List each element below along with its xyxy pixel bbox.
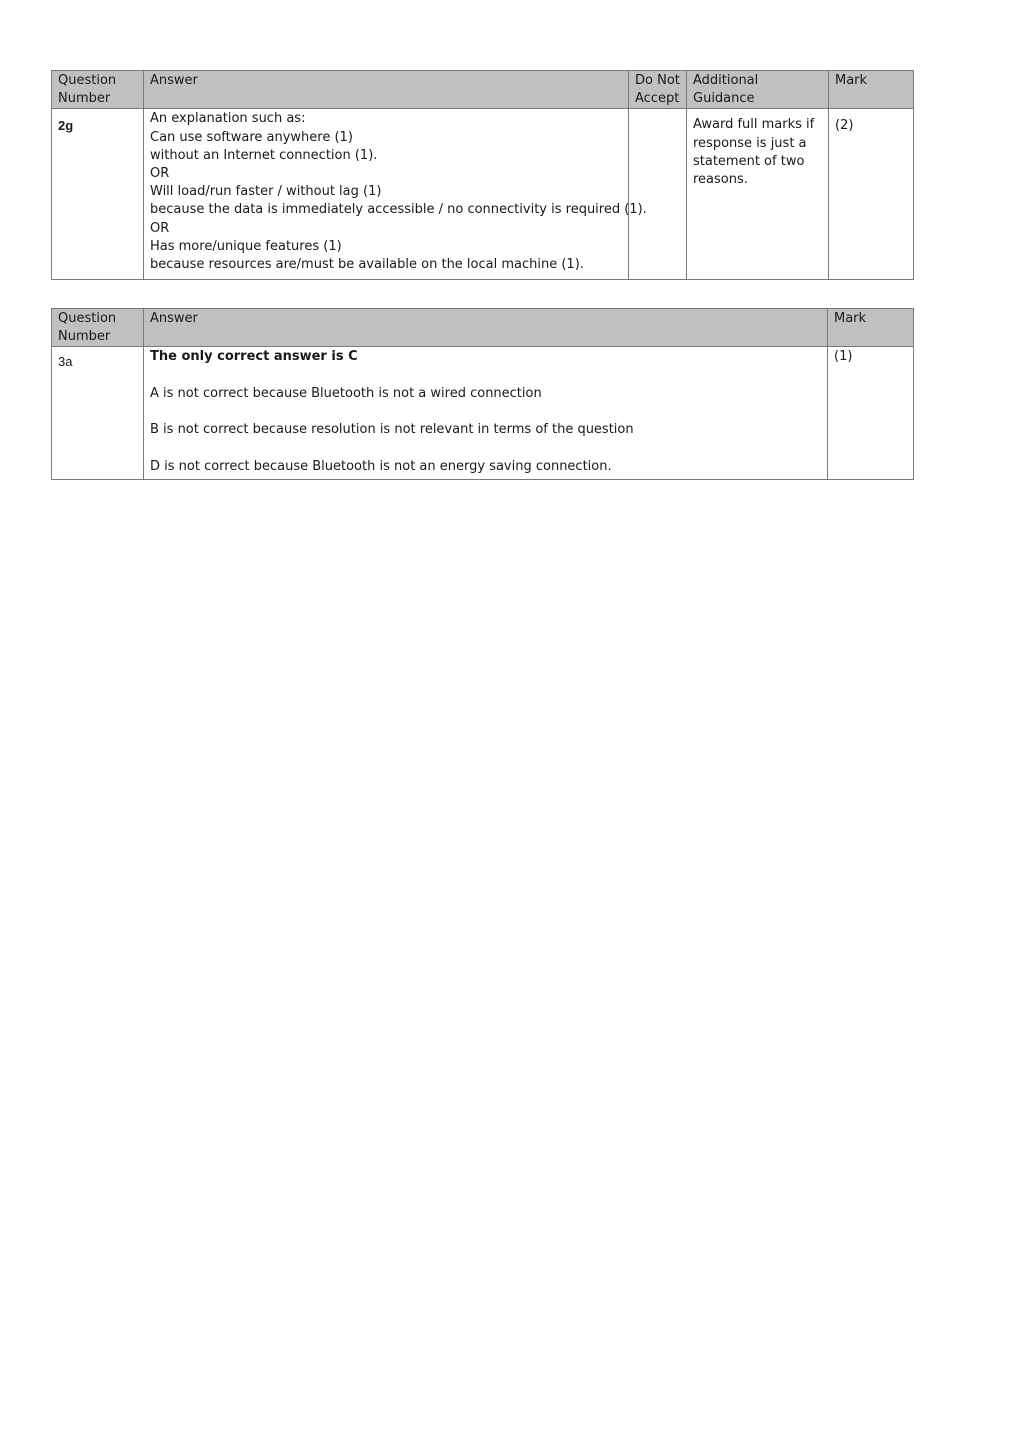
answer-heading: The only correct answer is C xyxy=(150,349,358,365)
table-row xyxy=(52,347,914,480)
header-additional-guidance: Additional Guidance xyxy=(687,71,829,109)
mark-cell: (2) xyxy=(829,109,914,280)
question-number-cell: 2g xyxy=(52,109,144,280)
answer-line: OR xyxy=(150,166,170,182)
answer-line: An explanation such as: xyxy=(150,111,306,127)
table-header-row xyxy=(52,309,914,347)
answer-cell xyxy=(144,347,828,480)
header-question-number: Question Number xyxy=(52,309,144,347)
header-mark: Mark xyxy=(828,309,914,347)
header-mark: Mark xyxy=(829,71,914,109)
table-row xyxy=(52,109,914,280)
question-number-cell: 3a xyxy=(52,347,144,480)
answer-line: because resources are/must be available on the local machine (1). xyxy=(150,257,584,273)
table-header-row xyxy=(52,71,914,109)
header-question-number: Question Number xyxy=(52,71,144,109)
header-do-not-accept: Do Not Accept xyxy=(629,71,687,109)
answer-line: B is not correct because resolution is not relevant in terms of the question xyxy=(150,422,634,438)
answer-line: D is not correct because Bluetooth is not an energy saving connection. xyxy=(150,458,612,474)
mark-scheme-table-2g xyxy=(51,70,914,280)
header-answer: Answer xyxy=(144,71,629,109)
answer-line: because the data is immediately accessible / no connectivity is required (1). xyxy=(150,202,647,218)
answer-line: Has more/unique features (1) xyxy=(150,238,342,254)
header-answer: Answer xyxy=(144,309,828,347)
answer-line: A is not correct because Bluetooth is not a wired connection xyxy=(150,385,542,401)
answer-line: OR xyxy=(150,220,170,236)
additional-guidance-cell: Award full marks if response is just a statement of two reasons. xyxy=(687,109,829,280)
mark-cell: (1) xyxy=(828,347,914,480)
answer-line: Can use software anywhere (1) xyxy=(150,129,353,145)
answer-line: Will load/run faster / without lag (1) xyxy=(150,184,382,200)
do-not-accept-cell xyxy=(629,109,687,280)
mark-scheme-table-3a xyxy=(51,308,914,480)
answer-line: without an Internet connection (1). xyxy=(150,147,378,163)
answer-cell xyxy=(144,109,647,280)
